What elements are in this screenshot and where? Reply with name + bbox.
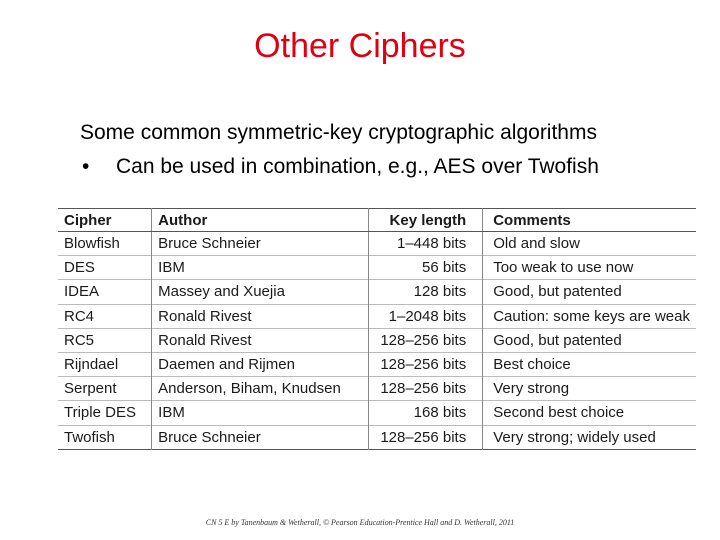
bullet-marker: • <box>82 155 90 178</box>
cell-author: IBM <box>152 256 369 280</box>
cell-key-length: 128–256 bits <box>369 377 483 401</box>
table-row <box>58 256 696 280</box>
table-row <box>58 280 696 304</box>
cell-comments: Best choice <box>493 356 571 374</box>
table-row <box>58 304 696 328</box>
cell-comments: Good, but patented <box>493 283 622 301</box>
cell-comments: Too weak to use now <box>493 259 634 277</box>
bullet-text: Can be used in combination, e.g., AES over Twofish <box>116 155 599 178</box>
header-cipher: Cipher <box>58 209 152 232</box>
cell-cipher: Twofish <box>58 425 152 449</box>
cell-key-length: 56 bits <box>369 256 483 280</box>
cell-comments: Old and slow <box>493 235 580 253</box>
intro-text: Some common symmetric-key cryptographic algorithms <box>80 121 597 144</box>
cell-author: Bruce Schneier <box>152 232 369 256</box>
cell-author: Ronald Rivest <box>152 304 369 328</box>
cell-comments: Caution: some keys are weak <box>493 307 690 325</box>
cell-comments: Very strong; widely used <box>493 428 656 446</box>
cell-cipher: Serpent <box>58 377 152 401</box>
cell-comments: Good, but patented <box>493 331 622 349</box>
cell-cipher: Rijndael <box>58 352 152 376</box>
header-author: Author <box>152 209 369 232</box>
bullet-item <box>82 153 599 181</box>
cell-comments: Second best choice <box>493 404 625 422</box>
table-row <box>58 352 696 376</box>
cell-key-length: 128–256 bits <box>369 425 483 449</box>
table-row <box>58 401 696 425</box>
table-row <box>58 425 696 449</box>
cipher-table <box>58 208 696 450</box>
cell-author: Massey and Xuejia <box>152 280 369 304</box>
cell-cipher: Triple DES <box>58 401 152 425</box>
cell-comments: Very strong <box>493 380 570 398</box>
cell-cipher: IDEA <box>58 280 152 304</box>
cell-author: IBM <box>152 401 369 425</box>
cell-cipher: DES <box>58 256 152 280</box>
cell-author: Ronald Rivest <box>152 328 369 352</box>
cell-key-length: 168 bits <box>369 401 483 425</box>
cell-key-length: 1–448 bits <box>369 232 483 256</box>
cell-author: Daemen and Rijmen <box>152 352 369 376</box>
slide-title: Other Ciphers <box>254 27 466 65</box>
header-comments: Comments <box>483 209 696 232</box>
cell-cipher: RC4 <box>58 304 152 328</box>
cell-key-length: 128 bits <box>369 280 483 304</box>
header-key-length: Key length <box>369 209 483 232</box>
cell-cipher: RC5 <box>58 328 152 352</box>
table-row <box>58 377 696 401</box>
cell-cipher: Blowfish <box>58 232 152 256</box>
cell-key-length: 128–256 bits <box>369 328 483 352</box>
cell-author: Bruce Schneier <box>152 425 369 449</box>
cell-author: Anderson, Biham, Knudsen <box>152 377 369 401</box>
slide-footer: CN 5 E by Tanenbaum & Wetherall, © Pearson Education-Prentice Hall and D. Wetherall, 2011 <box>205 518 515 527</box>
table-row <box>58 232 696 256</box>
table-row <box>58 328 696 352</box>
cell-key-length: 128–256 bits <box>369 352 483 376</box>
table-header-row <box>58 209 696 232</box>
cell-key-length: 1–2048 bits <box>369 304 483 328</box>
